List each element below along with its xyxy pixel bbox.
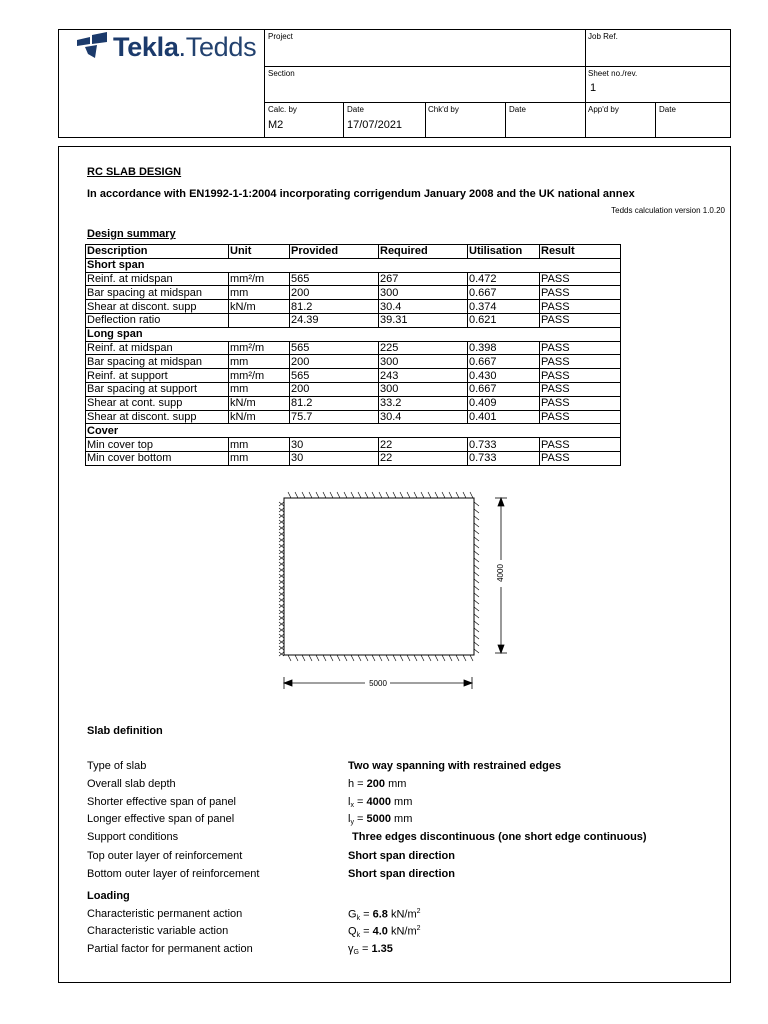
divider — [264, 102, 730, 103]
table-cell: 0.621 — [468, 313, 540, 327]
table-row — [86, 286, 621, 300]
table-cell: mm — [229, 382, 290, 396]
table-cell: PASS — [540, 438, 621, 452]
short-span-value: $l_x = 4000$ mm — [348, 796, 413, 809]
table-cell: PASS — [540, 382, 621, 396]
title-block — [58, 29, 731, 138]
slab-panel-outline — [284, 498, 474, 655]
table-row — [86, 451, 621, 465]
logo-wordmark: Tekla.Tedds — [113, 32, 257, 62]
table-cell: mm²/m — [229, 341, 290, 355]
table-cell: 81.2 — [290, 396, 379, 410]
table-row — [86, 300, 621, 314]
long-span-label: 5000 — [369, 679, 387, 688]
design-summary-heading: Design summary — [87, 228, 176, 240]
table-cell: Shear at discont. supp — [86, 300, 229, 314]
column-header: Description — [86, 245, 229, 259]
short-span-label: Shorter effective span of panel — [87, 796, 237, 808]
slab-definition-heading: Slab definition — [87, 725, 163, 737]
table-cell: 300 — [379, 382, 468, 396]
table-cell: 24.39 — [290, 313, 379, 327]
slab-depth-value: h = 200 mm — [348, 778, 407, 790]
table-cell: 565 — [290, 341, 379, 355]
table-cell: mm — [229, 355, 290, 369]
permanent-action-label: Characteristic permanent action — [87, 908, 243, 920]
column-header: Result — [540, 245, 621, 259]
table-cell: 0.733 — [468, 438, 540, 452]
group-title: Short span — [86, 258, 621, 272]
group-title: Long span — [86, 327, 621, 341]
table-cell: 0.667 — [468, 355, 540, 369]
table-cell: 200 — [290, 382, 379, 396]
table-cell: 22 — [379, 451, 468, 465]
table-cell: PASS — [540, 300, 621, 314]
table-cell: 200 — [290, 355, 379, 369]
table-cell: mm²/m — [229, 272, 290, 286]
job-ref-label: Job Ref. — [588, 32, 618, 41]
table-cell: 0.472 — [468, 272, 540, 286]
variable-action-value: $Q_k = 4.0$ $kN/m^2$ — [348, 925, 421, 939]
long-span-value: $l_y = 5000$ mm — [348, 813, 413, 826]
table-cell: 300 — [379, 355, 468, 369]
type-of-slab-value: Two way spanning with restrained edges — [348, 760, 562, 772]
tekla-tedds-logo — [75, 30, 265, 64]
document-title: RC SLAB DESIGN — [87, 166, 182, 178]
table-cell: 0.430 — [468, 369, 540, 383]
table-cell: mm — [229, 451, 290, 465]
top-reinforcement-value: Short span direction — [348, 850, 455, 862]
table-cell: 33.2 — [379, 396, 468, 410]
divider — [505, 102, 506, 137]
approved-by-label: App'd by — [588, 105, 619, 114]
table-cell: mm²/m — [229, 369, 290, 383]
column-header: Utilisation — [468, 245, 540, 259]
table-cell: 30.4 — [379, 300, 468, 314]
table-row — [86, 382, 621, 396]
top-reinforcement-label: Top outer layer of reinforcement — [87, 850, 243, 862]
table-header-row — [86, 245, 621, 259]
table-cell: Bar spacing at support — [86, 382, 229, 396]
permanent-action-value: $G_k = 6.8$ $kN/m^2$ — [348, 908, 421, 922]
partial-factor-label: Partial factor for permanent action — [87, 943, 253, 955]
table-cell: PASS — [540, 369, 621, 383]
divider — [585, 30, 586, 137]
calculation-version: Tedds calculation version 1.0.20 — [611, 206, 725, 215]
checked-by-label: Chk'd by — [428, 105, 459, 114]
table-cell: mm — [229, 286, 290, 300]
table-cell: kN/m — [229, 396, 290, 410]
table-cell: 267 — [379, 272, 468, 286]
checked-date-label: Date — [509, 105, 526, 114]
type-of-slab-label: Type of slab — [87, 760, 147, 772]
support-hatching — [279, 492, 479, 661]
table-body — [86, 258, 621, 465]
table-cell: 0.374 — [468, 300, 540, 314]
approved-date-label: Date — [659, 105, 676, 114]
table-cell: 565 — [290, 272, 379, 286]
table-cell: 39.31 — [379, 313, 468, 327]
loading-heading: Loading — [87, 890, 130, 902]
section-label: Section — [268, 69, 295, 78]
table-cell — [229, 313, 290, 327]
table-cell: PASS — [540, 313, 621, 327]
document-subtitle: In accordance with EN1992-1-1:2004 incorporating corrigendum January 2008 and the UK national annex — [87, 188, 635, 200]
table-row — [86, 313, 621, 327]
table-cell: 0.398 — [468, 341, 540, 355]
table-cell: PASS — [540, 451, 621, 465]
table-cell: 0.733 — [468, 451, 540, 465]
calc-by-label: Calc. by — [268, 105, 297, 114]
table-cell: 30.4 — [379, 410, 468, 424]
column-header: Required — [379, 245, 468, 259]
table-cell: 565 — [290, 369, 379, 383]
table-cell: Bar spacing at midspan — [86, 286, 229, 300]
table-cell: Shear at discont. supp — [86, 410, 229, 424]
partial-factor-value: $\gamma_G = 1.35$ — [348, 943, 393, 956]
divider — [343, 102, 344, 137]
table-cell: PASS — [540, 341, 621, 355]
table-row — [86, 341, 621, 355]
table-cell: 30 — [290, 451, 379, 465]
table-group-row — [86, 258, 621, 272]
table-cell: PASS — [540, 410, 621, 424]
table-cell: kN/m — [229, 300, 290, 314]
table-group-row — [86, 327, 621, 341]
date-value: 17/07/2021 — [347, 119, 403, 131]
table-cell: mm — [229, 438, 290, 452]
table-cell: Reinf. at support — [86, 369, 229, 383]
variable-action-label: Characteristic variable action — [87, 925, 229, 937]
date-label: Date — [347, 105, 364, 114]
divider — [264, 66, 730, 67]
table-row — [86, 355, 621, 369]
sheet-label: Sheet no./rev. — [588, 69, 638, 78]
table-cell: 0.409 — [468, 396, 540, 410]
table-cell: PASS — [540, 355, 621, 369]
table-cell: 75.7 — [290, 410, 379, 424]
table-cell: kN/m — [229, 410, 290, 424]
design-summary-table — [85, 244, 621, 466]
table-cell: Min cover bottom — [86, 451, 229, 465]
bottom-reinforcement-label: Bottom outer layer of reinforcement — [87, 868, 260, 880]
divider — [425, 102, 426, 137]
table-cell: PASS — [540, 272, 621, 286]
short-span-label: 4000 — [496, 564, 506, 582]
bottom-reinforcement-value: Short span direction — [348, 868, 455, 880]
table-cell: 0.667 — [468, 382, 540, 396]
calc-by-value: M2 — [268, 119, 284, 131]
project-label: Project — [268, 32, 293, 41]
support-conditions-value: Three edges discontinuous (one short edge continuous) — [352, 831, 647, 843]
table-cell: 243 — [379, 369, 468, 383]
support-conditions-label: Support conditions — [87, 831, 179, 843]
long-span-label: Longer effective span of panel — [87, 813, 235, 825]
slab-panel-diagram — [270, 488, 520, 698]
sheet-value: 1 — [590, 82, 597, 94]
table-cell: 30 — [290, 438, 379, 452]
column-header: Provided — [290, 245, 379, 259]
table-row — [86, 272, 621, 286]
group-title: Cover — [86, 424, 621, 438]
table-cell: 300 — [379, 286, 468, 300]
table-row — [86, 410, 621, 424]
table-row — [86, 438, 621, 452]
table-group-row — [86, 424, 621, 438]
table-cell: Min cover top — [86, 438, 229, 452]
table-row — [86, 396, 621, 410]
table-cell: Reinf. at midspan — [86, 341, 229, 355]
table-cell: 0.401 — [468, 410, 540, 424]
table-cell: Deflection ratio — [86, 313, 229, 327]
table-cell: Bar spacing at midspan — [86, 355, 229, 369]
tekla-logo-icon — [75, 32, 109, 62]
table-row — [86, 369, 621, 383]
table-cell: PASS — [540, 396, 621, 410]
table-cell: PASS — [540, 286, 621, 300]
table-cell: Shear at cont. supp — [86, 396, 229, 410]
column-header: Unit — [229, 245, 290, 259]
table-cell: 0.667 — [468, 286, 540, 300]
divider — [655, 102, 656, 137]
slab-depth-label: Overall slab depth — [87, 778, 176, 790]
table-cell: 22 — [379, 438, 468, 452]
table-cell: 225 — [379, 341, 468, 355]
table-cell: Reinf. at midspan — [86, 272, 229, 286]
table-cell: 81.2 — [290, 300, 379, 314]
table-cell: 200 — [290, 286, 379, 300]
